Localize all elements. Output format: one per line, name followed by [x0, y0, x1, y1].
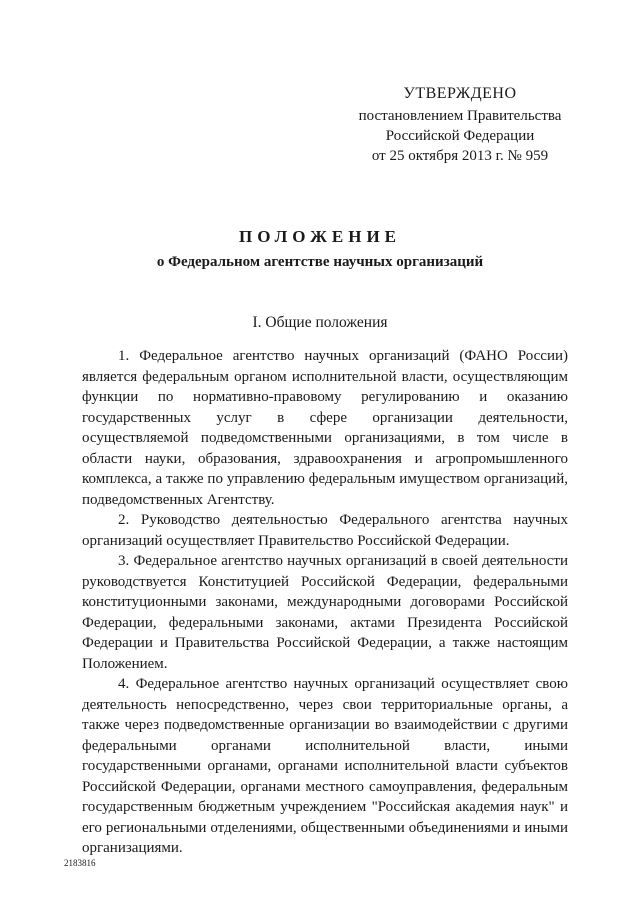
approval-line-federation: Российской Федерации — [385, 128, 535, 144]
document-subtitle: о Федеральном агентстве научных организаций — [156, 254, 484, 270]
paragraph-2: 2. Руководство деятельностью Федерального агентства научных организаций осуществляет Правительство Российской Федерации. — [82, 512, 568, 549]
document-body — [82, 346, 568, 859]
approval-line-date-number: от 25 октября 2013 г. № 959 — [371, 148, 549, 164]
paragraph-4: 4. Федеральное агентство научных организаций осуществляет свою деятельность непосредственно, через свои территориальные органы, а также через подведомственные организации во взаимодействии с другими федеральными органами исполнительной власти, иными государственными органами, органами исполнительной власти субъектов Российской Федерации, органами местного самоуправления, федеральным государственным бюджетным учреждением "Российская академия наук" и его региональными отделениями, общественными объединениями и иными организациями. — [82, 676, 568, 856]
approval-line-resolution: постановлением Правительства — [358, 108, 562, 124]
approval-block — [330, 84, 590, 166]
document-code: 2183816 — [64, 858, 96, 868]
section-heading: I. Общие положения — [252, 314, 388, 331]
paragraph-1: 1. Федеральное агентство научных организаций (ФАНО России) является федеральным органом исполнительной власти, осуществляющим функции по нормативно-правовому регулированию и оказанию государственных услуг в сфере организации деятельности, осуществляемой подведомственными организациями, в том числе в области науки, образования, здравоохранения и агропромышленного комплекса, а также по управлению федеральным имуществом организаций, подведомственных Агентству. — [82, 348, 568, 508]
paragraph-3: 3. Федеральное агентство научных организаций в своей деятельности руководствуется Конституцией Российской Федерации, федеральными конституционными законами, международными договорами Российской Федерации, федеральными законами, актами Президента Российской Федерации и Правительства Российской Федерации, а также настоящим Положением. — [82, 553, 568, 672]
approval-title: УТВЕРЖДЕНО — [403, 85, 517, 102]
document-title: ПОЛОЖЕНИЕ — [239, 227, 401, 246]
